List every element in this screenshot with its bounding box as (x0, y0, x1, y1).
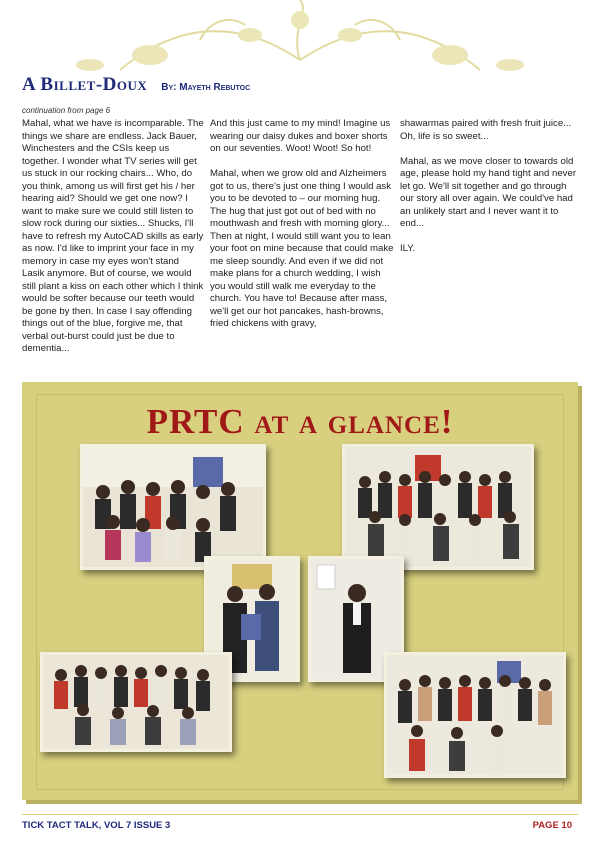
footer-page-number: PAGE 10 (532, 820, 572, 831)
article-header (22, 74, 250, 96)
article-column-1: Mahal, what we have is incomparable. The things we share are endless. Jack Bauer, Winchesters and the CSIs keep us together. I wonder what TV series will get us stuck in our rocking chairs... Who, do you think, among us will first get his / her hearing aid? Should we get one now? I want to make sure we could still listen to slow rock during our sixties... Shucks, I'll have to refresh my AutoCAD skills as early as now. I'd like to imprint your face in my memory in case my eyes won't stand Lasik anymore. But of course, we would still plant a kiss on each other which I think would be softer because our teeth would be gone by then. In case I say offending things out of the blue, forgive me, that verbal out-burst could just be due to dementia... (22, 118, 204, 354)
feature-title: PRTC at a glance! (146, 402, 454, 441)
group-photo-1 (80, 444, 266, 570)
continuation-note: continuation from page 6 (22, 106, 111, 115)
article-column-2: And this just came to my mind! Imagine us wearing our daisy dukes and boxer shorts on our seventies. Woot! Woot! So hot! Mahal, when we grow old and Alzheimers got to us, there's just one thing I would ask you to be devoted to – our morning hug. The hug that just got out of bed with no mouthwash and fresh with morning glory... Then at night, I would still want you to lean your foot on mine because that could make me sleep soundly. And even if we did not make plans for a church wedding, I wish you would still walk me everyday to the church. You have to! Because after mass, we'll get our hot pancakes, hash-browns, fried chickens with gravy, (210, 118, 394, 329)
photo-feature-panel (22, 382, 578, 800)
floral-ornament (0, 0, 600, 80)
group-photo-3 (40, 652, 232, 752)
group-photo-2 (342, 444, 534, 570)
footer-divider (22, 814, 578, 815)
article-title: A Billet-Doux (22, 74, 148, 95)
article-byline: By: Mayeth Rebutoc (161, 82, 251, 93)
article-column-3: shawarmas paired with fresh fruit juice... Oh, life is so sweet... Mahal, as we move closer to towards old age, please hold my hand tight and never let go. We'll sit together and go through our story all over again. We could've had an unlikely start and I never want it to end... ILY. (400, 118, 577, 254)
footer-publication: TICK TACT TALK, VOL 7 ISSUE 3 (22, 820, 171, 831)
group-photo-4 (384, 652, 566, 778)
